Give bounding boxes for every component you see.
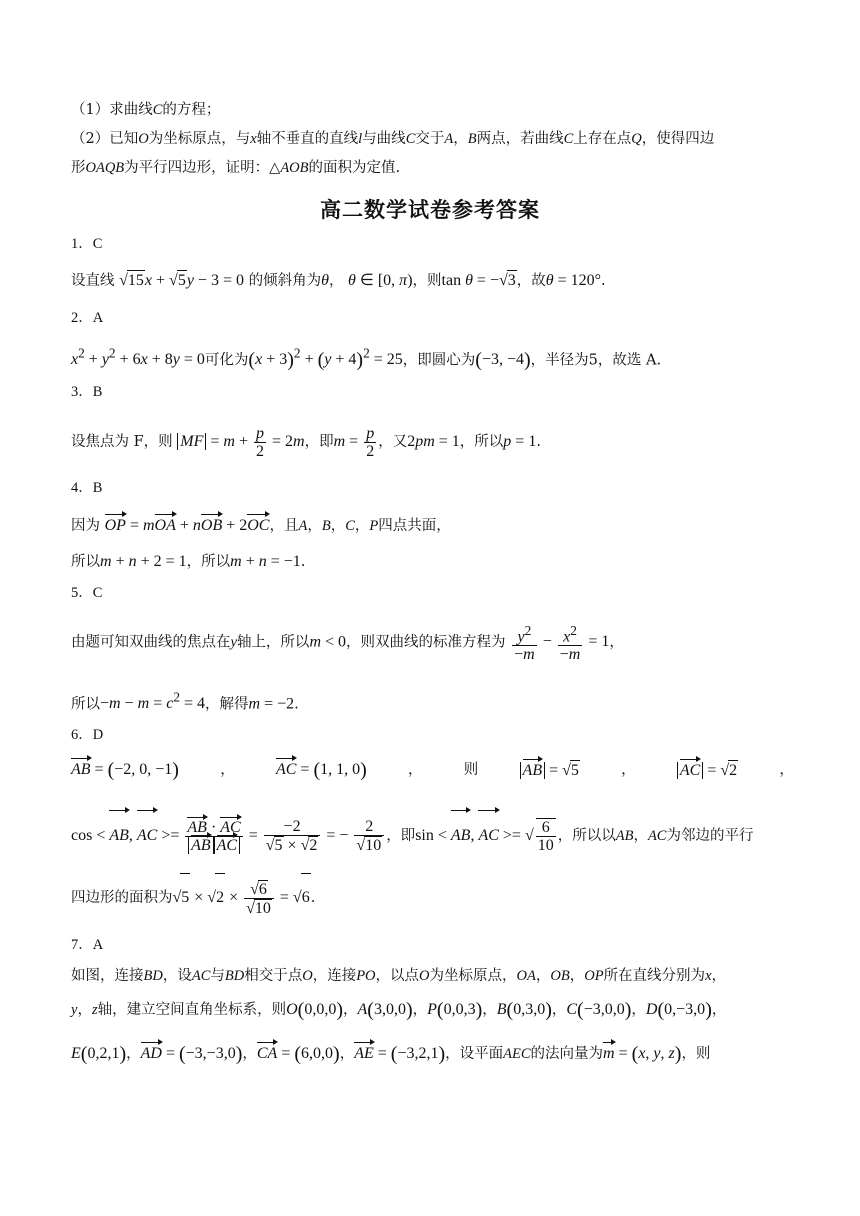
answer-1-label: 1．C [71,236,103,252]
answer-6-label: 6．D [71,727,104,743]
answer-title: 高二数学试卷参考答案 [320,198,540,222]
answer-2-text: $x^2 + y^2 + 6x + 8y = 0$可化为$(x + 3)^2 + (y + 4)^2 = 25$，即圆心为(−3, −4)，半径为5，故选 A. [71,346,662,372]
answer-4-label: 4．B [71,480,103,496]
problem-part3: 形OAQB为平行四边形，证明：△AOB的面积为定值. [71,160,401,176]
answer-7-label: 7．A [71,937,104,953]
answer-7-text-2: y，z轴，建立空间直角坐标系，则O(0,0,0)，A(3,0,0)，P(0,0,3)，B(0,3,0)，C(−3,0,0)，D(0,−3,0)， [71,999,727,1021]
answer-2-circle-equation: $x^2 + y^2 + 6x + 8y = 0$ [71,346,205,369]
answer-7-text-1: 如图，连接BD，设AC与BD相交于点O，连接PO，以点O为坐标原点，OA，OB，OP所在直线分别为x， [71,968,726,984]
answer-5-text-2: 所以$-m - m = c^2 = 4$，解得m = −2. [71,690,299,713]
answer-5-text-1: 由题可知双曲线的焦点在y轴上，所以m < 0，则双曲线的标准方程为 $\frac{y^2}{-m}$ − $\frac{x^2}{-m}$ = 1， [71,623,624,664]
answer-2-label: 2．A [71,310,104,326]
answer-3-text: 设焦点为 F，则 MF = m + $\frac{p}{2}$ = 2m，即m = $\frac{p}{2}$ ，又2pm = 1，所以p = 1. [71,424,541,460]
answer-5-label: 5．C [71,585,103,601]
answer-1-text: 设直线 √15x + √5y − 3 = 0 的倾斜角为θ， θ ∈ [0, π)，则tan θ = −√3，故θ = 120°. [71,272,606,289]
answer-3-label: 3．B [71,384,103,400]
answer-1-line-equation: √15x + √5y − 3 = 0 [119,272,244,289]
problem-part2: （2）已知O为坐标原点，与x轴不垂直的直线l与曲线C交于A，B两点，若曲线C上存在点Q，使得四边 [71,131,715,147]
problem-part1: （1）求曲线C的方程； [71,102,221,118]
answer-6-text-3: 四边形的面积为√5 × √2 × $\frac{√6}{√10}$ = √6. [71,873,794,922]
answer-6-text-2: cos < AB, AC >= $\frac{AB \cdot AC}{\text{AB AC}}$ = $\frac{-2}{√5 \times √2}$ = − $\frac{2}{√10}$ ，即sin < AB, AC >= √ $\frac{6}{10}$ ，所以以AB，AC为邻边的平行 [71,812,794,860]
answer-4-text-2: 所以m + n + 2 = 1，所以m + n = −1. [71,553,306,570]
answer-7-text-3: E(0,2,1)，AD = (−3,−3,0)，CA = (6,0,0)，AE = (−3,2,1)，设平面AEC的法向量为m = (x, y, z)，则 [71,1043,711,1065]
answer-4-text-1: 因为 OP = mOA + nOB + 2OC，且A，B，C，P四点共面， [71,517,451,534]
answer-6-text-1: AB = (−2, 0, −1) ， AC = (1, 1, 0) ， 则 AB = √5 ， AC = √2 ， [71,759,794,781]
